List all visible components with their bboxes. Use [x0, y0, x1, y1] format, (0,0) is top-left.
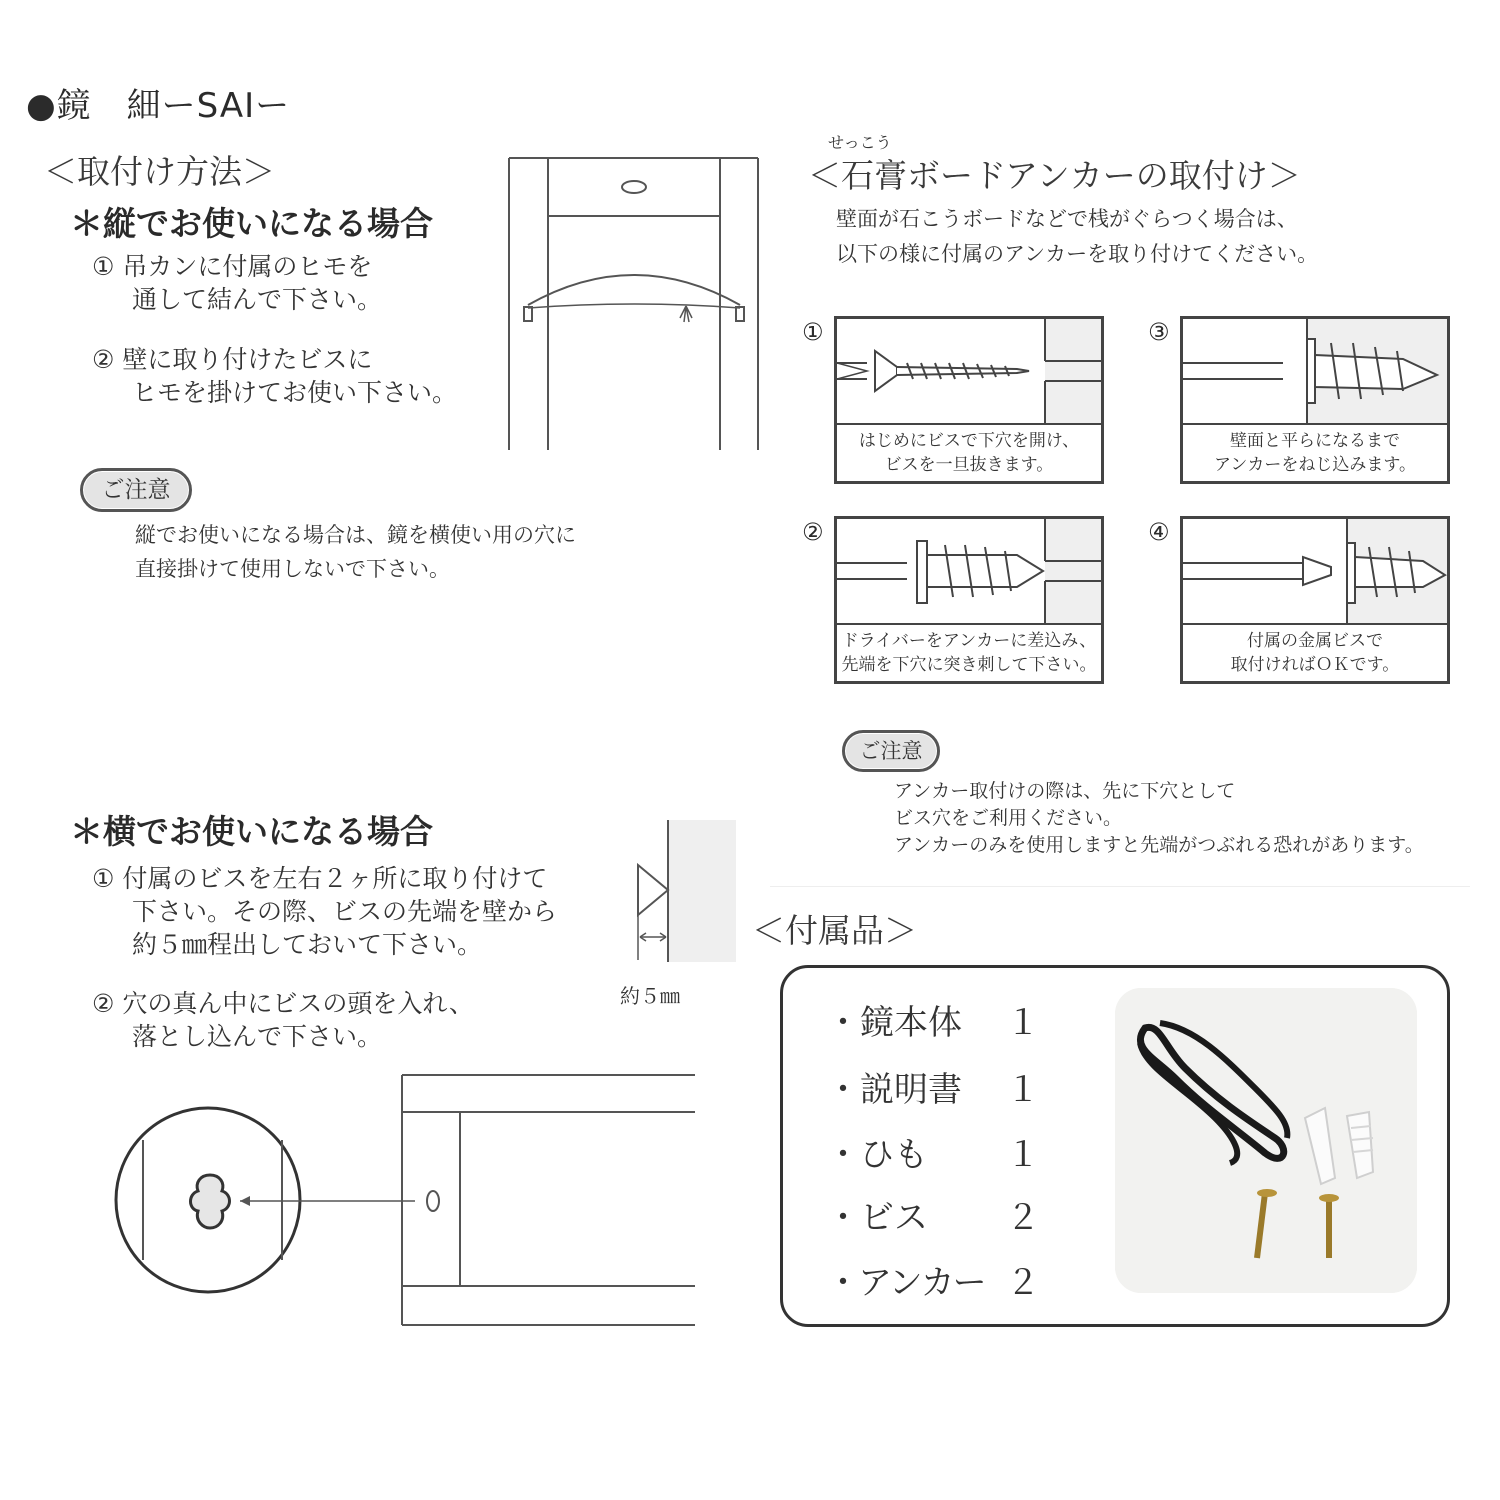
accessory-qty-string: １ — [1006, 1135, 1040, 1175]
section-divider — [770, 886, 1470, 887]
metal-screw-fixing-illustration — [1183, 519, 1447, 625]
caption-line1: ドライバーをアンカーに差込み、 — [841, 631, 1097, 651]
anchor-step4-caption — [1183, 625, 1447, 685]
caution-line2: 直接掛けて使用しないで下さい。 — [135, 557, 450, 581]
anchor-caution-line2: ビス穴をご利用ください。 — [894, 807, 1123, 829]
anchor-intro-line1: 壁面が石こうボードなどで桟がぐらつく場合は、 — [836, 207, 1298, 231]
accessory-name-manual: ・説明書 — [826, 1070, 962, 1110]
vertical-step2-line2: ヒモを掛けてお使い下さい。 — [132, 378, 458, 407]
step-text: 穴の真ん中にビスの頭を入れ、 — [122, 989, 474, 1018]
anchor-caution-line1: アンカー取付けの際は、先に下穴として — [894, 780, 1236, 802]
accessories-heading: ＜付属品＞ — [752, 911, 917, 950]
vertical-hanging-diagram — [500, 150, 770, 455]
anchor-step2-panel — [834, 516, 1104, 684]
step-number: ① — [92, 252, 115, 281]
gap-label: 約５㎜ — [620, 984, 680, 1008]
page-title: ●鏡 細ーSAIー — [26, 86, 291, 126]
vertical-step1 — [92, 250, 372, 283]
accessory-name-screw: ・ビス — [826, 1198, 928, 1238]
step-text: 付属のビスを左右２ヶ所に取り付けて — [122, 864, 548, 893]
anchor-step3-number: ③ — [1148, 318, 1170, 346]
screw-drilling-illustration — [837, 319, 1101, 425]
anchor-step2-number: ② — [802, 518, 824, 546]
vertical-step1-line2: 通して結んで下さい。 — [132, 285, 383, 314]
accessory-qty-anchor: ２ — [1006, 1263, 1040, 1303]
anchor-heading: ＜石膏ボードアンカーの取付け＞ — [808, 156, 1301, 195]
anchor-caution-line3: アンカーのみを使用しますと先端がつぶれる恐れがあります。 — [894, 834, 1424, 856]
step-number: ② — [92, 989, 115, 1018]
caption-line2: アンカーをねじ込みます。 — [1214, 455, 1416, 475]
caption-line1: はじめにビスで下穴を開け、 — [858, 431, 1080, 451]
caution-badge: ご注意 — [80, 468, 192, 512]
accessories-photo — [1115, 988, 1417, 1293]
caption-line2: 先端を下穴に突き刺して下さい。 — [841, 655, 1097, 675]
accessory-qty-screw: ２ — [1006, 1198, 1040, 1238]
caption-line1: 付属の金属ビスで — [1247, 631, 1383, 651]
screw-protrusion-diagram — [620, 815, 740, 965]
anchor-step4-number: ④ — [1148, 518, 1170, 546]
caution-line1: 縦でお使いになる場合は、鏡を横使い用の穴に — [135, 523, 576, 547]
horizontal-step1-line3: 約５㎜程出しておいて下さい。 — [132, 930, 483, 959]
heading-ruby: せっこう — [828, 133, 892, 152]
step-number: ① — [92, 864, 115, 893]
anchor-screwing-illustration — [1183, 319, 1447, 425]
anchor-step3-caption — [1183, 425, 1447, 485]
caption-line2: 取付ければＯＫです。 — [1230, 655, 1400, 675]
anchor-step3-panel — [1180, 316, 1450, 484]
accessory-name-mirror: ・鏡本体 — [826, 1003, 962, 1043]
horizontal-step1-line2: 下さい。その際、ビスの先端を壁から — [132, 897, 558, 926]
anchor-caution-badge: ご注意 — [842, 730, 940, 772]
accessory-name-string: ・ひも — [826, 1135, 928, 1175]
caption-line1: 壁面と平らになるまで — [1230, 431, 1400, 451]
caption-line2: ビスを一旦抜きます。 — [884, 455, 1054, 475]
driver-insert-illustration — [837, 519, 1101, 625]
horizontal-step2 — [92, 987, 474, 1020]
accessory-qty-manual: １ — [1006, 1070, 1040, 1110]
horizontal-heading: ＊横でお使いになる場合 — [70, 812, 433, 851]
accessory-qty-mirror: １ — [1006, 1003, 1040, 1043]
anchor-step1-caption — [837, 425, 1101, 485]
install-heading: ＜取付け方法＞ — [44, 152, 275, 191]
anchor-intro-line2: 以下の様に付属のアンカーを取り付けてください。 — [836, 242, 1319, 266]
accessories-photo-illustration — [1115, 988, 1417, 1293]
step-text: 壁に取り付けたビスに — [122, 345, 373, 374]
horizontal-step1 — [92, 862, 547, 895]
accessory-name-anchor: ・アンカー — [826, 1263, 985, 1303]
anchor-step1-number: ① — [802, 318, 824, 346]
anchor-step4-panel — [1180, 516, 1450, 684]
anchor-step1-panel — [834, 316, 1104, 484]
vertical-heading: ＊縦でお使いになる場合 — [70, 204, 433, 243]
horizontal-step2-line2: 落とし込んで下さい。 — [132, 1022, 383, 1051]
vertical-step2 — [92, 343, 372, 376]
step-text: 吊カンに付属のヒモを — [122, 252, 373, 281]
keyhole-diagram — [110, 1070, 710, 1335]
anchor-step2-caption — [837, 625, 1101, 685]
step-number: ② — [92, 345, 115, 374]
